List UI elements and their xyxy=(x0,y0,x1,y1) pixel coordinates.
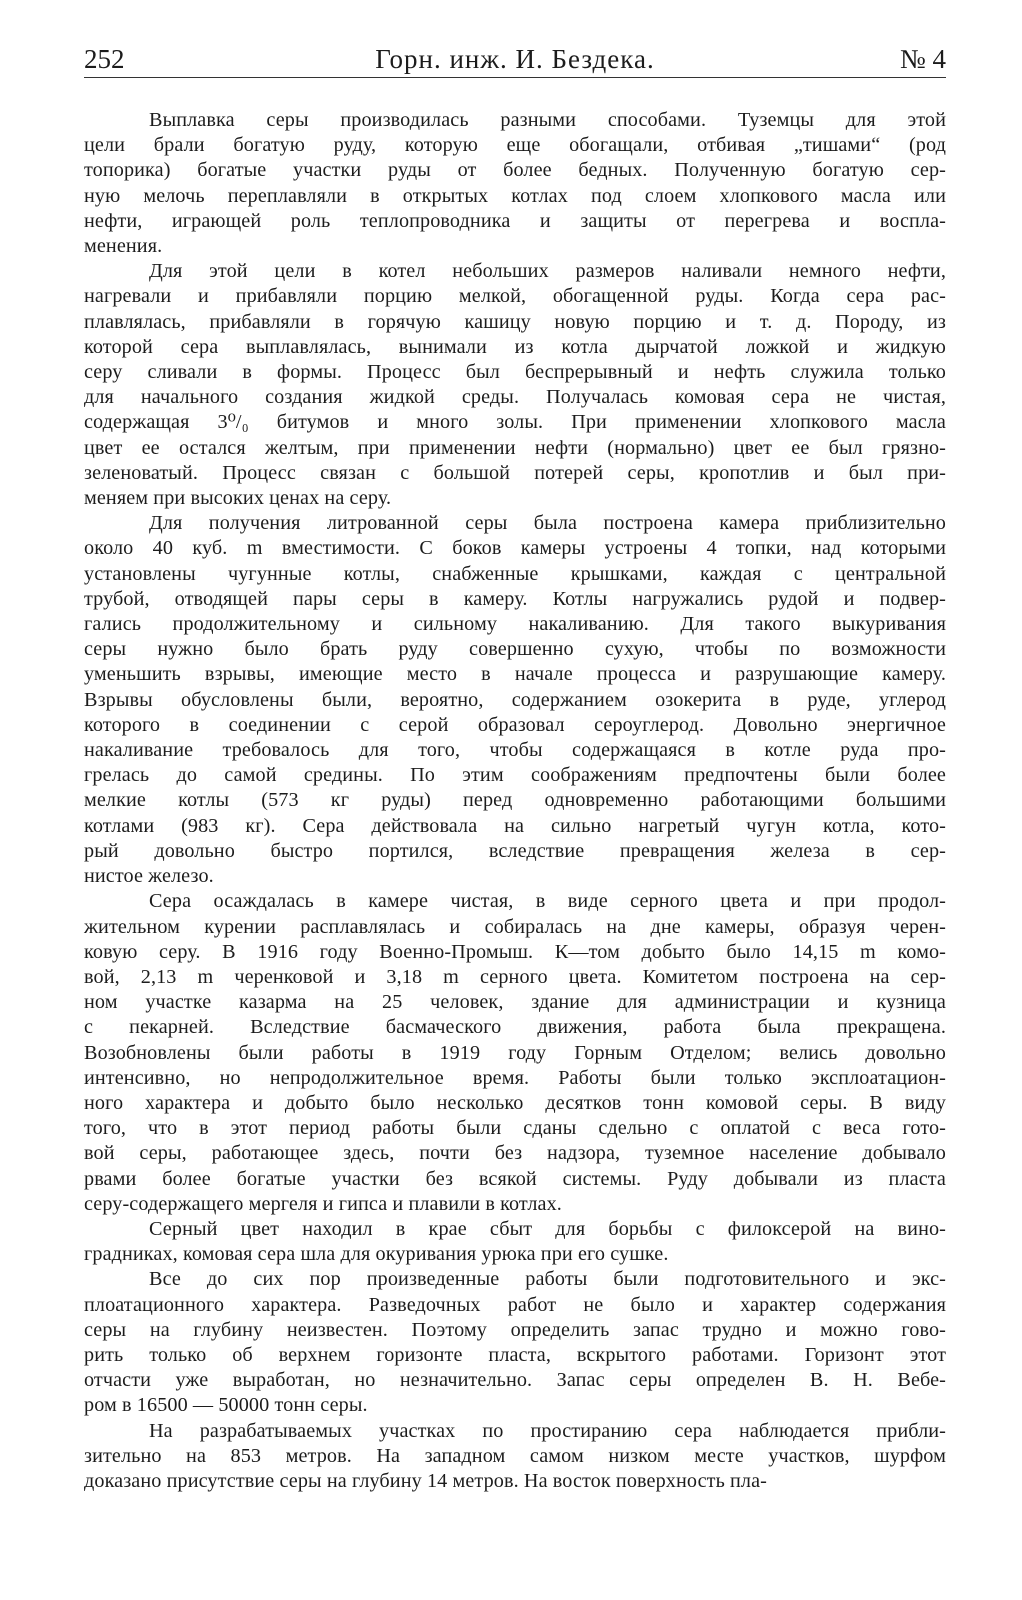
text-line: Сера осаждалась в камере чистая, в виде серного цвета и при продол- xyxy=(149,890,946,913)
text-line: плоатационного характера. Разведочных работ не было и характер содержания xyxy=(84,1293,946,1316)
page-header xyxy=(84,44,946,84)
text-line: Все до сих пор произведенные работы были подготовительного и экс- xyxy=(149,1268,946,1291)
text-line: котлами (983 кг). Сера действовала на сильно нагретый чугун котла, кото- xyxy=(84,814,946,837)
text-line: с пекарней. Вследствие басмаческого движения, работа была прекращена. xyxy=(84,1016,946,1039)
text-line: Возобновлены были работы в 1919 году Горным Отделом; велись довольно xyxy=(84,1041,946,1064)
page-number: 252 xyxy=(84,44,125,74)
paragraph xyxy=(84,259,946,511)
text-line: ром в 16500 — 50000 тонн серы. xyxy=(84,1394,368,1417)
text-line: Для этой цели в котел небольших размеров наливали немного нефти, xyxy=(149,260,946,283)
text-line: нагревали и прибавляли порцию мелкой, обогащенной руды. Когда сера рас- xyxy=(84,285,946,308)
text-line: цвет ее остался желтым, при применении нефти (нормально) цвет ее был грязно- xyxy=(84,436,946,459)
text-line: топорика) богатые участки руды от более бедных. Полученную богатую сер- xyxy=(84,159,946,182)
paragraph xyxy=(84,1217,946,1267)
text-line: которого в соединении с серой образовал сероуглерод. Довольно энергичное xyxy=(84,713,946,736)
text-line: градниках, комовая сера шла для окуривания урюка при его сушке. xyxy=(84,1243,669,1266)
text-line: менения. xyxy=(84,235,163,258)
text-line: трубой, отводящей пары серы в камеру. Котлы нагружались рудой и подвер- xyxy=(84,587,946,610)
text-line: рвами более богатые участки без всякой системы. Руду добывали из пласта xyxy=(84,1167,946,1190)
text-line: жительном курении расплавлялась и собиралась на дне камеры, образуя черен- xyxy=(84,915,946,938)
text-line: уменьшить взрывы, имеющие место в начале процесса и разрушающие камеру. xyxy=(84,663,946,686)
text-line: нистое железо. xyxy=(84,865,214,888)
text-line: гались продолжительному и сильному накаливанию. Для такого выкуривания xyxy=(84,613,946,636)
text-line: серы нужно было брать руду совершенно сухую, чтобы по возможности xyxy=(84,638,946,661)
text-line: серу сливали в формы. Процесс был беспрерывный и нефть служила только xyxy=(84,361,946,384)
text-line: того, что в этот период работы были сданы сдельно с оплатой с веса гото- xyxy=(84,1117,946,1140)
text-line: рый довольно быстро портился, вследствие превращения железа в сер- xyxy=(84,839,946,862)
text-line: зительно на 853 метров. На западном самом низком месте участков, шурфом xyxy=(84,1444,946,1467)
text-line: отчасти уже выработан, но незначительно. Запас серы определен В. Н. Вебе- xyxy=(84,1369,946,1392)
text-line: для начального создания жидкой среды. Получалась комовая сера не чистая, xyxy=(84,386,946,409)
text-line: зеленоватый. Процесс связан с большой потерей серы, кропотлив и был при- xyxy=(84,461,946,484)
paragraph xyxy=(84,1419,946,1495)
text-line: ного характера и добыто было несколько десятков тонн комовой серы. В виду xyxy=(84,1091,946,1114)
text-line: серу-содержащего мергеля и гипса и плавили в котлах. xyxy=(84,1192,562,1215)
text-line: доказано присутствие серы на глубину 14 метров. На восток поверхность пла- xyxy=(84,1469,767,1492)
text-line: рить только об верхнем горизонте пласта, вскрытого работами. Горизонт этот xyxy=(84,1343,946,1366)
text-line: плавлялась, прибавляли в горячую кашицу новую порцию и т. д. Породу, из xyxy=(84,310,946,333)
issue-number: № 4 xyxy=(899,44,946,74)
text-line: цели брали богатую руду, которую еще обогащали, отбивая „тишами“ (род xyxy=(84,134,946,157)
text-line: ном участке казарма на 25 человек, здание для администрации и кузница xyxy=(84,991,946,1014)
paragraph xyxy=(84,889,946,1217)
text-line: установлены чугунные котлы, снабженные крышками, каждая с центральной xyxy=(84,562,946,585)
text-line: ковую серу. В 1916 году Военно-Промыш. К—том добыто было 14,15 m комо- xyxy=(84,940,946,963)
text-line: меняем при высоких ценах на серу. xyxy=(84,487,392,510)
text-line: которой сера выплавлялась, вынимали из котла дырчатой ложкой и жидкую xyxy=(84,335,946,358)
text-line: интенсивно, но непродолжительное время. Работы были только эксплоатацион- xyxy=(84,1066,946,1089)
text-line: Серный цвет находил в крае сбыт для борьбы с филоксерой на вино- xyxy=(149,1217,946,1240)
text-line: грелась до самой средины. По этим соображениям предпочтены были более xyxy=(84,764,946,787)
text-line: серы на глубину неизвестен. Поэтому определить запас трудно и можно гово- xyxy=(84,1318,946,1341)
paragraph xyxy=(84,511,946,889)
text-line: вой серы, работающее здесь, почти без надзора, туземное население добывало xyxy=(84,1142,946,1165)
text-line: вой, 2,13 m черенковой и 3,18 m серного цвета. Комитетом построена на сер- xyxy=(84,965,946,988)
text-line: накаливание требовалось для того, чтобы содержащаяся в котле руда про- xyxy=(84,739,946,762)
text-line: На разрабатываемых участках по простиранию сера наблюдается прибли- xyxy=(149,1419,946,1442)
paragraph xyxy=(84,1267,946,1418)
text-line: ную мелочь переплавляли в открытых котлах под слоем хлопкового масла или xyxy=(84,184,946,207)
header-rule xyxy=(84,77,946,78)
text-line: нефти, играющей роль теплопроводника и защиты от перегрева и воспла- xyxy=(84,209,946,232)
text-line: Для получения литрованной серы была построена камера приблизительно xyxy=(149,512,946,535)
text-line: около 40 куб. m вместимости. С боков камеры устроены 4 топки, над которыми xyxy=(84,537,946,560)
text-line: содержащая 3⁰/₀ битумов и много золы. При применении хлопкового масла xyxy=(84,411,946,434)
running-title: Горн. инж. И. Бездека. xyxy=(375,44,655,74)
text-line: мелкие котлы (573 кг руды) перед одновременно работающими большими xyxy=(84,789,946,812)
paragraph xyxy=(84,108,946,259)
text-line: Выплавка серы производилась разными способами. Туземцы для этой xyxy=(149,109,946,131)
text-line: Взрывы обусловлены были, вероятно, содержанием озокерита в руде, углерод xyxy=(84,688,946,711)
body-text xyxy=(84,108,946,1494)
